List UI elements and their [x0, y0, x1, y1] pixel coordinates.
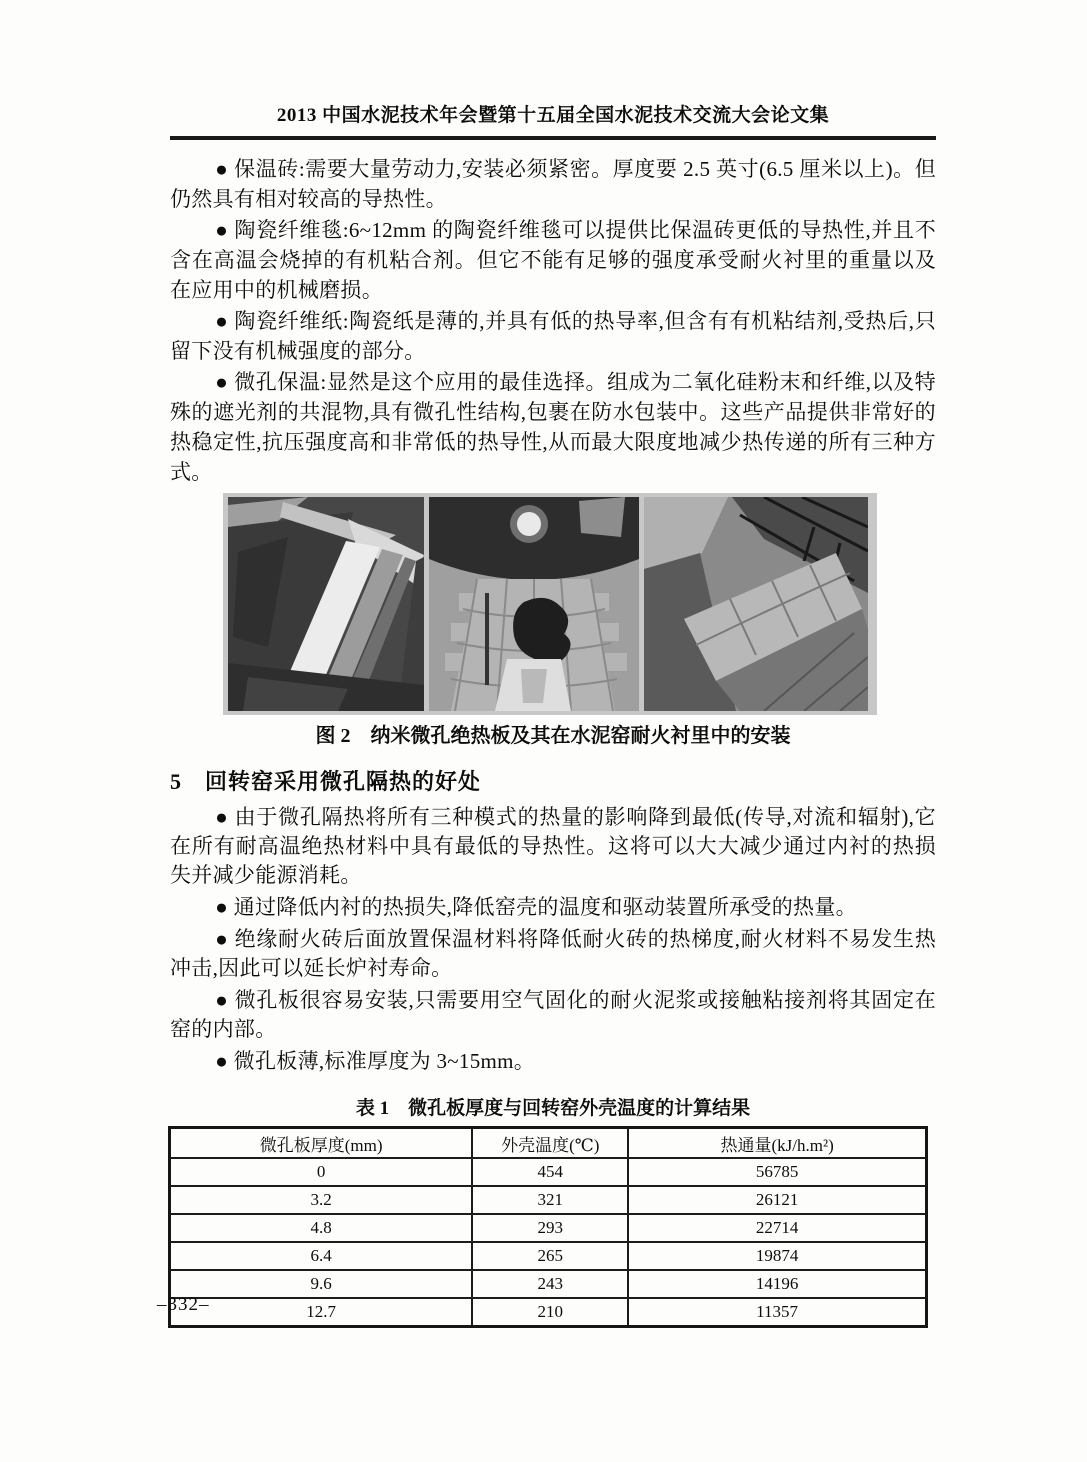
running-header: 2013 中国水泥技术年会暨第十五届全国水泥技术交流大会论文集 — [276, 105, 830, 126]
table-cell: 22714 — [628, 1214, 926, 1242]
table-row — [170, 1158, 927, 1186]
body-paragraphs — [170, 154, 936, 487]
bullet-paragraph: ● 微孔板薄,标准厚度为 3~15mm。 — [215, 1049, 536, 1073]
table-header-cell: 外壳温度(℃) — [472, 1128, 628, 1159]
table-row — [170, 1298, 927, 1327]
table-cell: 210 — [472, 1298, 628, 1327]
table-cell: 454 — [472, 1158, 628, 1186]
table-cell: 56785 — [628, 1158, 926, 1186]
figure-2 — [223, 493, 877, 715]
refractory-brick-lining-photo — [644, 497, 868, 711]
bullet-paragraph: ● 保温砖:需要大量劳动力,安装必须紧密。厚度要 2.5 英寸(6.5 厘米以上)。但仍然具有相对较高的导热性。 — [170, 157, 936, 211]
table-cell: 4.8 — [170, 1214, 473, 1242]
table-cell: 3.2 — [170, 1186, 473, 1214]
table-1 — [168, 1126, 928, 1328]
table-1-caption: 表 1 微孔板厚度与回转窑外壳温度的计算结果 — [355, 1098, 751, 1119]
page-number: –332– — [157, 1294, 210, 1315]
table-cell: 321 — [472, 1186, 628, 1214]
table-cell: 12.7 — [170, 1298, 473, 1327]
table-header-row — [170, 1128, 927, 1159]
table-header-cell: 热通量(kJ/h.m²) — [628, 1128, 926, 1159]
table-cell: 9.6 — [170, 1270, 473, 1298]
bullet-paragraph: ● 微孔板很容易安装,只需要用空气固化的耐火泥浆或接触粘接剂将其固定在窑的内部。 — [170, 988, 936, 1041]
section-5-paragraphs — [170, 803, 936, 1076]
bullet-paragraph: ● 绝缘耐火砖后面放置保温材料将降低耐火砖的热梯度,耐火材料不易发生热冲击,因此可以延长炉衬寿命。 — [170, 927, 936, 980]
bullet-paragraph: ● 陶瓷纤维毯:6~12mm 的陶瓷纤维毯可以提供比保温砖更低的导热性,并且不含在高温会烧掉的有机粘合剂。但它不能有足够的强度承受耐火衬里的重量以及在应用中的机械磨损。 — [170, 218, 936, 302]
table-cell: 0 — [170, 1158, 473, 1186]
bullet-paragraph: ● 陶瓷纤维纸:陶瓷纸是薄的,并具有低的热导率,但含有有机粘结剂,受热后,只留下没有机械强度的部分。 — [170, 309, 936, 363]
header-rule — [170, 136, 936, 140]
microporous-insulation-boards-photo — [228, 497, 424, 711]
table-row — [170, 1186, 927, 1214]
figure-caption: 图 2 纳米微孔绝热板及其在水泥窑耐火衬里中的安装 — [315, 725, 791, 747]
table-row — [170, 1214, 927, 1242]
bullet-paragraph: ● 微孔保温:显然是这个应用的最佳选择。组成为二氧化硅粉末和纤维,以及特殊的遮光剂的共混物,具有微孔性结构,包裹在防水包装中。这些产品提供非常好的热稳定性,抗压强度高和非常低的热导性,从而最大限度地减少热传递的所有三种方式。 — [170, 370, 936, 484]
table-row — [170, 1270, 927, 1298]
table-cell: 19874 — [628, 1242, 926, 1270]
table-header-cell: 微孔板厚度(mm) — [170, 1128, 473, 1159]
bullet-paragraph: ● 由于微孔隔热将所有三种模式的热量的影响降到最低(传导,对流和辐射),它在所有耐高温绝热材料中具有最低的导热性。这将可以大大减少通过内衬的热损失并减少能源消耗。 — [170, 805, 936, 887]
table-row — [170, 1242, 927, 1270]
table-cell: 243 — [472, 1270, 628, 1298]
page-content — [170, 0, 936, 1328]
kiln-interior-installation-photo — [429, 497, 639, 711]
bullet-paragraph: ● 通过降低内衬的热损失,降低窑壳的温度和驱动装置所承受的热量。 — [215, 895, 857, 919]
table-cell: 6.4 — [170, 1242, 473, 1270]
table-cell: 14196 — [628, 1270, 926, 1298]
table-cell: 11357 — [628, 1298, 926, 1327]
section-5-heading: 5 回转窑采用微孔隔热的好处 — [170, 769, 482, 794]
table-cell: 265 — [472, 1242, 628, 1270]
table-cell: 26121 — [628, 1186, 926, 1214]
table-cell: 293 — [472, 1214, 628, 1242]
